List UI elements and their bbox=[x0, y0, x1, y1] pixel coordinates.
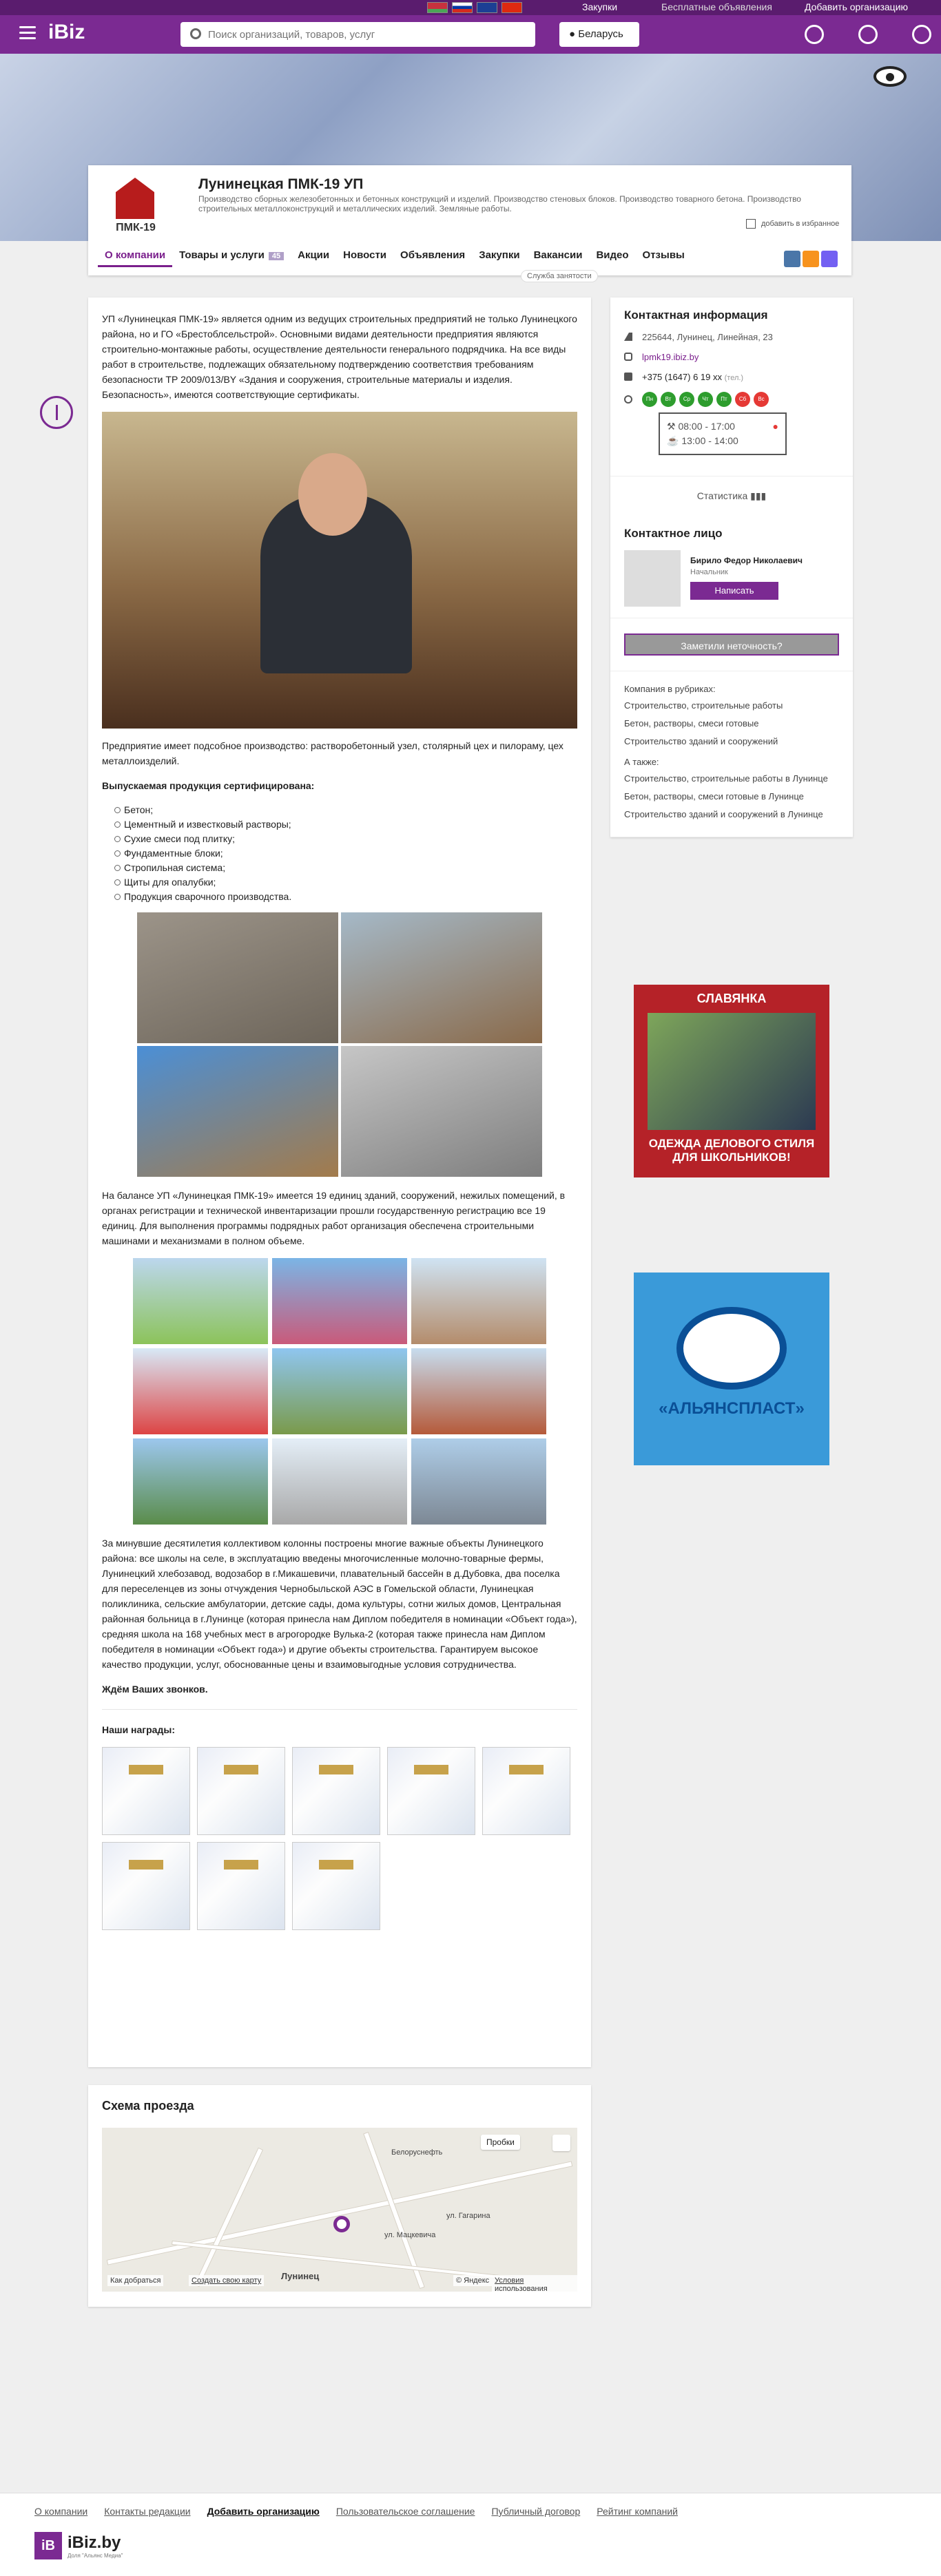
footer-link[interactable]: О компании bbox=[34, 2506, 88, 2517]
awards-title: Наши награды: bbox=[102, 1724, 175, 1735]
site-logo[interactable]: iBiz bbox=[48, 21, 85, 43]
fullscreen-icon[interactable] bbox=[552, 2135, 570, 2151]
day-badge: Вт bbox=[661, 392, 676, 407]
tab-news[interactable]: Новости bbox=[343, 249, 387, 261]
flag-ru-icon[interactable] bbox=[452, 2, 473, 13]
day-badge: Сб bbox=[735, 392, 750, 407]
ok-icon[interactable] bbox=[803, 251, 819, 267]
tab-reviews[interactable]: Отзывы bbox=[642, 249, 685, 261]
intro-text: УП «Лунинецкая ПМК-19» является одним из ведущих строительных предприятий не только Лунинецкого района, но и ГО «Брестоблсельстрой». Основными видами деятельности предприятия являются строительно-монтажные работы, осуществление деятельности генерального подрядчика. На все виды работ в строительстве, подлежащих обязательному подтверждению соответствия требованиям безопасности ТР 2009/013/BY «Здания и сооружения, строительные материалы и изделия. Безопасность», имеются соответствующие сертификаты. bbox=[102, 313, 577, 400]
rubrics bbox=[610, 671, 853, 837]
gallery-image[interactable] bbox=[411, 1348, 546, 1434]
traffic-button[interactable]: Пробки bbox=[481, 2135, 520, 2150]
certified-title: Выпускаемая продукция сертифицирована: bbox=[102, 780, 315, 791]
phone-note: (тел.) bbox=[724, 374, 744, 382]
top-bar bbox=[0, 15, 941, 54]
tab-count-badge: 45 bbox=[269, 252, 284, 260]
report-error-button[interactable]: Заметили неточность? bbox=[624, 633, 839, 656]
ad-brand: СЛАВЯНКА bbox=[696, 992, 767, 1005]
footer-link[interactable]: Рейтинг компаний bbox=[597, 2506, 678, 2517]
gallery-image[interactable] bbox=[341, 1046, 542, 1177]
top-strip bbox=[0, 0, 941, 15]
region-label: Беларусь bbox=[578, 28, 623, 40]
company-description: Производство сборных железобетонных и бетонных конструкций и изделий. Производство стеновых блоков. Производство товарного бетона. Производство строительных металлоконструкций и металлических изделий. Земляные работы. bbox=[198, 194, 801, 213]
award-image[interactable] bbox=[292, 1747, 380, 1835]
award-image[interactable] bbox=[102, 1747, 190, 1835]
menu-icon[interactable] bbox=[19, 26, 36, 40]
products-list bbox=[114, 803, 577, 904]
lunch-hours: 13:00 - 14:00 bbox=[681, 435, 738, 446]
award-image[interactable] bbox=[482, 1747, 570, 1835]
gallery-image[interactable] bbox=[411, 1258, 546, 1344]
map-terms-link[interactable]: Условия использования bbox=[492, 2275, 577, 2292]
gallery-image[interactable] bbox=[272, 1438, 407, 1525]
status-dot-icon: ● bbox=[772, 421, 778, 432]
ad-logo-icon bbox=[676, 1307, 787, 1390]
ad-text: «АЛЬЯНСПЛАСТ» bbox=[659, 1399, 805, 1418]
footer-link[interactable]: Добавить организацию bbox=[207, 2506, 320, 2517]
phone-icon bbox=[624, 373, 632, 381]
accessibility-eye-icon[interactable] bbox=[873, 66, 907, 87]
tab-promotions[interactable]: Акции bbox=[298, 249, 330, 261]
flag-by-icon[interactable] bbox=[427, 2, 448, 13]
award-image[interactable] bbox=[292, 1842, 380, 1930]
company-name: Лунинецкая ПМК-19 УП bbox=[198, 176, 364, 192]
gallery-image[interactable] bbox=[137, 912, 338, 1043]
gallery-image[interactable] bbox=[133, 1258, 268, 1344]
award-image[interactable] bbox=[197, 1842, 285, 1930]
list-item: Стропильная система; bbox=[114, 861, 577, 875]
favorites-icon[interactable] bbox=[805, 25, 824, 44]
rubric-link[interactable]: Бетон, растворы, смеси готовые в Лунинце bbox=[624, 791, 804, 802]
day-badge: Пн bbox=[642, 392, 657, 407]
map-label: ул. Гагарина bbox=[446, 2212, 490, 2220]
social-share bbox=[784, 251, 838, 267]
gallery-image[interactable] bbox=[133, 1348, 268, 1434]
language-flags bbox=[427, 2, 522, 13]
search-box bbox=[180, 22, 535, 47]
work-days bbox=[642, 392, 839, 407]
chart-icon: ▮▮▮ bbox=[750, 490, 767, 501]
map-label: ул. Мацкевича bbox=[384, 2231, 436, 2239]
gallery-image[interactable] bbox=[411, 1438, 546, 1525]
work-hours: 08:00 - 17:00 bbox=[678, 421, 735, 432]
day-badge: Пт bbox=[716, 392, 732, 407]
list-item: Щиты для опалубки; bbox=[114, 875, 577, 890]
ad-banner-slavyanka[interactable] bbox=[634, 985, 829, 1177]
history-text: За минувшие десятилетия коллективом колонны построены многие важные объекты Лунинецкого района: все школы на селе, в эксплуатацию введены многочисленные молочно-товарные фермы, Лунинецкий хлебозавод, водозабор в г.Микашевичи, плавательный бассейн в д.Дубовка, два поселка для переселенцев из зоны отчуждения Чернобыльской АЭС в Гомельской области, Лунинецкая поликлиника, сельские амбулатории, детские сады, дома культуры, сотни жилых домов, Центральная районная больница в г.Лунинце (которая принесла нам Диплом победителя в номинации «Объект года»), средняя школа на 168 учебных мест в агрогородке Вулька-2 (которая также принесла нам Диплом победителя в номинации «Объект года») и другие объекты строительства. Гарантируем высокое качество продукции, услуг, обоснованные цены и взаимовыгодные условия сотрудничества. bbox=[102, 1538, 577, 1670]
checkbox-icon[interactable] bbox=[746, 219, 756, 229]
map-city-label: Лунинец bbox=[281, 2271, 320, 2281]
company-tabs bbox=[98, 244, 692, 267]
sidebar bbox=[610, 297, 853, 837]
vk-icon[interactable] bbox=[784, 251, 800, 267]
flag-cn-icon[interactable] bbox=[501, 2, 522, 13]
day-badge: Вс bbox=[754, 392, 769, 407]
employment-service-badge[interactable]: Служба занятости bbox=[521, 270, 598, 282]
list-item: Фундаментные блоки; bbox=[114, 846, 577, 861]
route-link[interactable]: Как добраться bbox=[107, 2275, 163, 2286]
footer-link[interactable]: Публичный договор bbox=[491, 2506, 581, 2517]
footer-logo[interactable]: iB iBiz.by Доля "Альянс Медиа" bbox=[34, 2532, 123, 2559]
clock-icon bbox=[624, 395, 632, 404]
location-pin-icon[interactable] bbox=[333, 2216, 350, 2232]
rubric-link[interactable]: Бетон, растворы, смеси готовые bbox=[624, 718, 759, 729]
award-image[interactable] bbox=[387, 1747, 475, 1835]
map-label: Белоруснефть bbox=[391, 2148, 443, 2157]
link-icon bbox=[624, 353, 632, 361]
award-image[interactable] bbox=[197, 1747, 285, 1835]
login-icon[interactable] bbox=[912, 25, 931, 44]
list-item: Продукция сварочного производства. bbox=[114, 890, 577, 904]
tab-products[interactable]: Товары и услуги 45 bbox=[172, 244, 291, 267]
ad-banner-aliansplast[interactable] bbox=[634, 1273, 829, 1465]
tab-ads[interactable]: Объявления bbox=[400, 249, 466, 261]
rubric-link[interactable]: Строительство зданий и сооружений bbox=[624, 736, 778, 746]
about-content bbox=[88, 297, 591, 2067]
phone-number[interactable]: +375 (1647) 6 19 хх bbox=[642, 372, 722, 382]
add-organization-link[interactable]: Добавить организацию bbox=[805, 1, 909, 12]
list-item: Цементный и известковый растворы; bbox=[114, 817, 577, 832]
gallery-image[interactable] bbox=[272, 1348, 407, 1434]
company-header bbox=[88, 165, 851, 280]
person-name: Бирило Федор Николаевич bbox=[690, 556, 803, 565]
search-icon[interactable] bbox=[190, 28, 201, 39]
balance-text: На балансе УП «Лунинецкая ПМК-19» имеется 19 единиц зданий, сооружений, нежилых помещений, в органах регистрации и технической инвентаризации прошли государственную регистрацию все 19 единиц. Для выполнения программы подрядных работ организация обеспечена строительными машинами и механизмами в полном объеме. bbox=[102, 1190, 566, 1246]
map-title: Схема проезда bbox=[102, 2099, 194, 2113]
buildings-gallery bbox=[102, 1258, 577, 1525]
footer-link[interactable]: Контакты редакции bbox=[104, 2506, 191, 2517]
director-photo bbox=[102, 412, 577, 729]
list-item: Сухие смеси под плитку; bbox=[114, 832, 577, 846]
gallery-image[interactable] bbox=[137, 1046, 338, 1177]
footer bbox=[0, 2493, 941, 2576]
yandex-map[interactable] bbox=[102, 2128, 577, 2292]
tab-video[interactable]: Видео bbox=[596, 249, 629, 261]
rubric-link[interactable]: Строительство зданий и сооружений в Лунинце bbox=[624, 809, 823, 819]
rubric-link[interactable]: Строительство, строительные работы в Лунинце bbox=[624, 773, 828, 784]
production-text: Предприятие имеет подсобное производство: растворобетонный узел, столярный цех и пилораму, цех металлоизделий. bbox=[102, 740, 563, 766]
rubric-link[interactable]: Строительство, строительные работы bbox=[624, 700, 783, 711]
footer-link[interactable]: Пользовательское соглашение bbox=[335, 2506, 475, 2517]
contact-title: Контактная информация bbox=[624, 308, 768, 322]
gallery-image[interactable] bbox=[272, 1258, 407, 1344]
scroll-up-icon[interactable] bbox=[40, 396, 73, 429]
region-select[interactable]: ● Беларусь bbox=[559, 22, 639, 47]
rubrics-title: Компания в рубриках: bbox=[624, 684, 716, 694]
flag-en-icon[interactable] bbox=[477, 2, 497, 13]
products-gallery bbox=[102, 912, 577, 1177]
address: 225644, Лунинец, Линейная, 23 bbox=[642, 332, 773, 342]
search-input[interactable] bbox=[208, 26, 525, 43]
also-title: А также: bbox=[624, 757, 659, 767]
ad-image bbox=[648, 1013, 816, 1130]
list-item: Бетон; bbox=[114, 803, 577, 817]
cart-icon[interactable] bbox=[858, 25, 878, 44]
tab-purchases[interactable]: Закупки bbox=[479, 249, 520, 261]
tab-about[interactable]: О компании bbox=[98, 244, 172, 267]
calls-text: Ждём Ваших звонков. bbox=[102, 1684, 208, 1695]
viber-icon[interactable] bbox=[821, 251, 838, 267]
tab-vacancies[interactable]: Вакансии bbox=[533, 249, 583, 261]
map-section bbox=[88, 2085, 591, 2307]
person-position: Начальник bbox=[690, 568, 728, 576]
site-link[interactable]: lpmk19.ibiz.by bbox=[642, 352, 699, 362]
gallery-image[interactable] bbox=[133, 1438, 268, 1525]
map-copyright: © Яндекс bbox=[453, 2275, 492, 2286]
create-map-link[interactable]: Создать свою карту bbox=[189, 2275, 264, 2286]
add-favorite[interactable]: добавить в избранное bbox=[746, 219, 839, 229]
location-icon bbox=[624, 333, 632, 341]
write-button[interactable]: Написать bbox=[690, 582, 778, 600]
ad-text: ОДЕЖДА ДЕЛОВОГО СТИЛЯ ДЛЯ ШКОЛЬНИКОВ! bbox=[648, 1137, 815, 1164]
award-image[interactable] bbox=[102, 1842, 190, 1930]
free-ads-link[interactable]: Бесплатные объявления bbox=[661, 1, 772, 12]
awards-gallery bbox=[102, 1747, 577, 1930]
statistics-link[interactable]: Статистика ▮▮▮ bbox=[696, 490, 767, 501]
gallery-image[interactable] bbox=[341, 912, 542, 1043]
day-badge: Чт bbox=[698, 392, 713, 407]
contact-person-title: Контактное лицо bbox=[624, 527, 723, 540]
day-badge: Ср bbox=[679, 392, 694, 407]
company-logo: ПМК-19 bbox=[109, 174, 163, 237]
avatar bbox=[624, 550, 681, 607]
hours-box: ⚒ 08:00 - 17:00 ● ☕ 13:00 - 14:00 bbox=[659, 412, 787, 455]
divider bbox=[102, 1709, 577, 1710]
purchases-menu[interactable]: Закупки bbox=[582, 1, 618, 12]
